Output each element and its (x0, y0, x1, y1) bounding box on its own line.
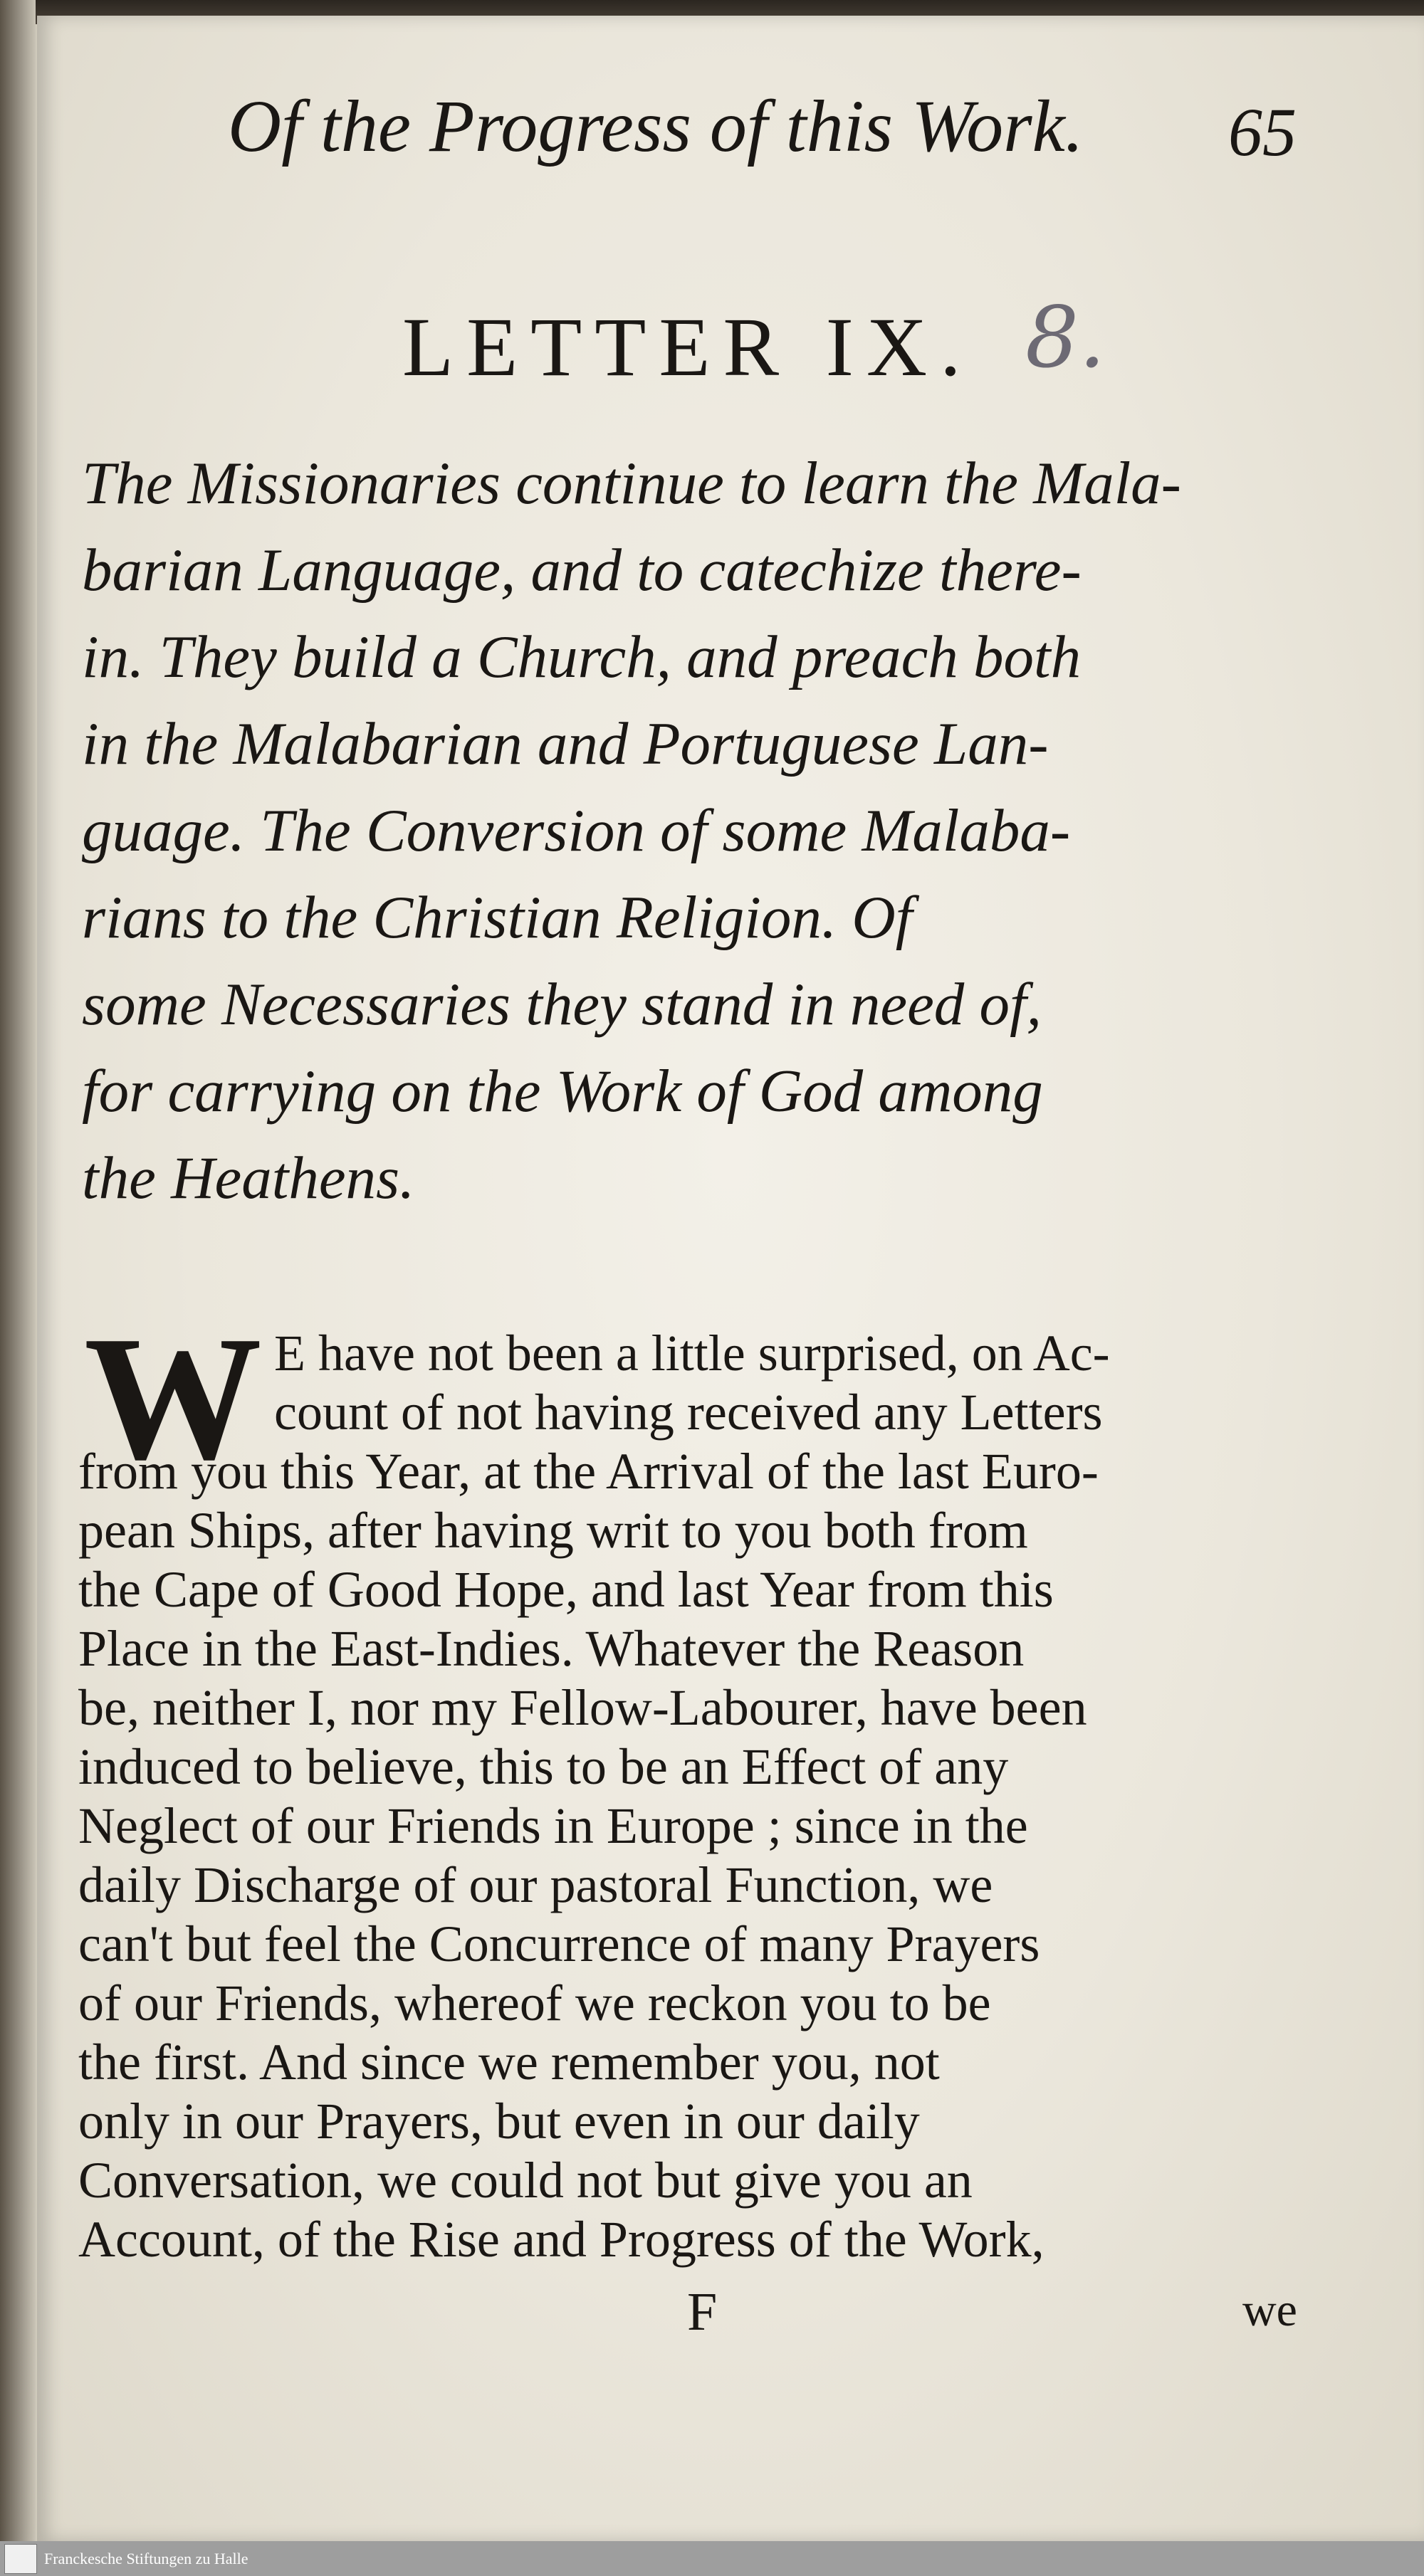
summary-line: guage. The Conversion of some Malaba- (82, 797, 1071, 864)
body-line: be, neither I, nor my Fellow-Labourer, have been (78, 1679, 1087, 1736)
handwritten-note: 8. (1025, 288, 1106, 387)
body-line: the first. And since we remember you, not (78, 2034, 940, 2091)
body-line: Conversation, we could not but give you an (78, 2152, 973, 2209)
body-line: can't but feel the Concurrence of many Prayers (78, 1915, 1040, 1972)
summary-line: some Necessaries they stand in need of, (82, 971, 1042, 1038)
footer-bar (0, 2541, 1424, 2576)
body-line: E have not been a little surprised, on Ac- (274, 1325, 1110, 1382)
body-line: of our Friends, whereof we reckon you to be (78, 1975, 991, 2031)
page-number: 65 (1228, 94, 1297, 170)
body-line: the Cape of Good Hope, and last Year from this (78, 1561, 1054, 1618)
body-line: Neglect of our Friends in Europe ; since in the (78, 1797, 1028, 1854)
summary-line: in. They build a Church, and preach both (82, 624, 1082, 690)
body-line: count of not having received any Letters (274, 1384, 1103, 1441)
body-line: Account, of the Rise and Progress of the Work, (78, 2211, 1045, 2268)
summary-line: in the Malabarian and Portuguese Lan- (82, 710, 1049, 777)
summary-line: for carrying on the Work of God among (82, 1058, 1043, 1125)
drop-cap: W (84, 1300, 262, 1497)
letter-title: LETTER IX. (402, 300, 974, 394)
body-line: pean Ships, after having writ to you both from (78, 1502, 1028, 1559)
body-line: Place in the East-Indies. Whatever the Reason (78, 1620, 1025, 1677)
signature-mark: F (687, 2282, 718, 2342)
body-line: induced to believe, this to be an Effect of any (78, 1738, 1009, 1795)
footer-library-name: Franckesche Stiftungen zu Halle (44, 2550, 248, 2567)
running-title: Of the Progress of this Work. (228, 85, 1084, 167)
body-line: from you this Year, at the Arrival of the last Euro- (78, 1443, 1099, 1500)
body-line: daily Discharge of our pastoral Function, we (78, 1856, 993, 1913)
body-line: only in our Prayers, but even in our daily (78, 2093, 920, 2150)
library-logo-icon (4, 2544, 37, 2574)
book-spine (0, 0, 36, 2541)
summary-line: barian Language, and to catechize there- (82, 537, 1082, 604)
summary-line: the Heathens. (82, 1145, 415, 1211)
catchword: we (1242, 2284, 1297, 2336)
summary-line: rians to the Christian Religion. Of (82, 884, 913, 951)
summary-line: The Missionaries continue to learn the Mala- (82, 450, 1181, 517)
